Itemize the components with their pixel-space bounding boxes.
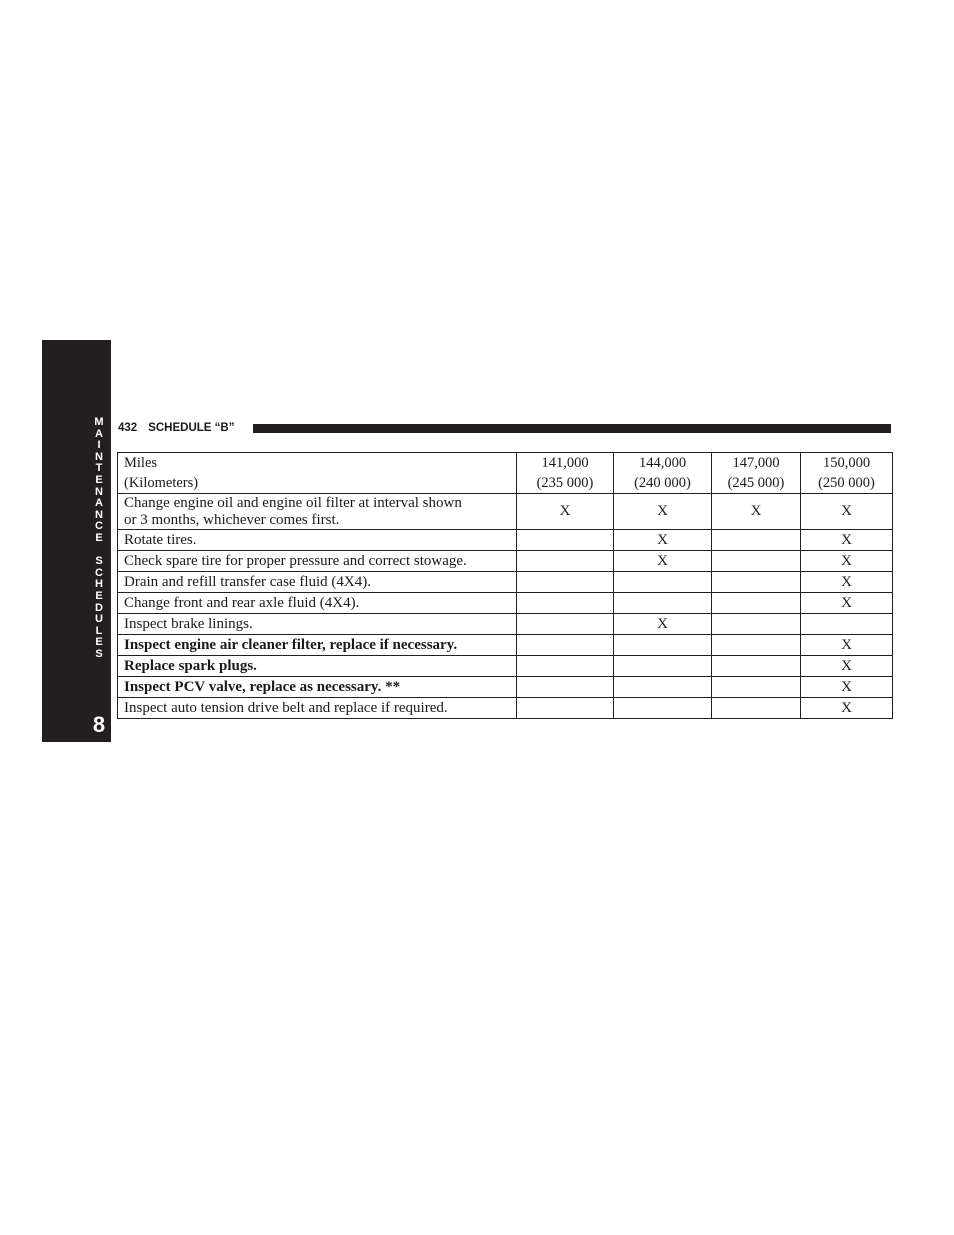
task-text: Replace spark plugs. <box>124 657 257 674</box>
side-tab-letter: H <box>95 578 103 591</box>
task-cell <box>118 698 517 719</box>
schedule-mark-cell <box>614 635 712 656</box>
task-text: Change front and rear axle fluid (4X4). <box>124 594 360 611</box>
page-title: SCHEDULE “B” <box>148 422 235 434</box>
task-text: Inspect auto tension drive belt and replace if required. <box>124 699 448 716</box>
side-tab-letter: S <box>95 647 103 660</box>
maintenance-schedule-table <box>117 452 893 719</box>
interval-miles: 147,000 <box>732 455 780 471</box>
side-tab-letter: E <box>95 473 103 486</box>
schedule-mark-cell <box>712 530 801 551</box>
schedule-mark-cell: X <box>801 677 893 698</box>
interval-miles: 150,000 <box>822 455 871 471</box>
task-text: Inspect engine air cleaner filter, replace if necessary. <box>124 636 458 653</box>
table-row <box>118 677 893 698</box>
task-cell <box>118 635 517 656</box>
interval-km: (235 000) <box>536 475 594 491</box>
header-label-cell <box>118 453 517 494</box>
header-interval-cell <box>614 453 712 494</box>
task-text-continued: or 3 months, whichever comes first. <box>124 511 340 528</box>
schedule-mark-cell <box>614 656 712 677</box>
side-tab-letter: E <box>95 531 103 544</box>
schedule-mark-cell <box>517 656 614 677</box>
task-cell <box>118 677 517 698</box>
side-tab-letter: N <box>95 450 103 463</box>
schedule-mark-cell <box>517 698 614 719</box>
side-tab-letter: U <box>95 613 103 626</box>
table-row <box>118 656 893 677</box>
interval-miles: 144,000 <box>638 455 687 471</box>
interval-km: (245 000) <box>727 475 785 491</box>
side-tab-letter: E <box>95 589 103 602</box>
table-row <box>118 551 893 572</box>
header-interval-cell <box>517 453 614 494</box>
schedule-mark-cell <box>712 593 801 614</box>
side-tab-letter: A <box>95 427 103 440</box>
schedule-mark-cell: X <box>614 530 712 551</box>
task-cell <box>118 656 517 677</box>
schedule-mark-cell <box>712 677 801 698</box>
schedule-mark-cell <box>614 593 712 614</box>
schedule-mark-cell: X <box>801 530 893 551</box>
side-tab-letter: I <box>97 439 101 452</box>
schedule-mark-cell <box>517 572 614 593</box>
schedule-mark-cell: X <box>712 494 801 530</box>
schedule-mark-cell <box>517 530 614 551</box>
schedule-mark-cell: X <box>614 494 712 530</box>
table-row <box>118 614 893 635</box>
side-tab-letter: L <box>95 624 103 637</box>
schedule-mark-cell <box>517 677 614 698</box>
schedule-mark-cell <box>712 698 801 719</box>
schedule-mark-cell: X <box>614 614 712 635</box>
interval-km: (240 000) <box>634 475 691 491</box>
schedule-mark-cell <box>712 551 801 572</box>
side-tab-letter: N <box>95 485 103 498</box>
task-cell <box>118 494 517 530</box>
schedule-body <box>118 494 893 719</box>
table-row <box>118 530 893 551</box>
task-cell <box>118 530 517 551</box>
schedule-mark-cell <box>614 677 712 698</box>
schedule-mark-cell: X <box>801 656 893 677</box>
side-tab-letter: S <box>95 555 103 568</box>
schedule-mark-cell: X <box>801 572 893 593</box>
page-header <box>118 420 234 436</box>
schedule-mark-cell: X <box>517 494 614 530</box>
side-tab-letter: T <box>95 462 103 475</box>
side-tab-letter: A <box>95 497 103 510</box>
task-text: Drain and refill transfer case fluid (4X4). <box>124 573 371 590</box>
schedule-mark-cell <box>517 635 614 656</box>
schedule-mark-cell <box>614 698 712 719</box>
schedule-mark-cell <box>712 635 801 656</box>
header-miles-label: Miles <box>124 455 158 471</box>
schedule-mark-cell: X <box>801 593 893 614</box>
schedule-mark-cell: X <box>801 551 893 572</box>
schedule-mark-cell <box>614 572 712 593</box>
schedule-mark-cell <box>712 572 801 593</box>
table-header-row <box>118 453 893 494</box>
table-row <box>118 593 893 614</box>
schedule-mark-cell: X <box>614 551 712 572</box>
side-tab-letter: M <box>94 416 104 428</box>
task-text: Inspect brake linings. <box>124 615 253 632</box>
side-tab-letter: C <box>95 520 103 533</box>
schedule-mark-cell <box>712 656 801 677</box>
interval-miles: 141,000 <box>541 455 589 471</box>
schedule-mark-cell <box>517 551 614 572</box>
schedule-mark-cell <box>712 614 801 635</box>
interval-km: (250 000) <box>818 475 875 491</box>
chapter-number: 8 <box>92 712 106 737</box>
side-tab-letter: E <box>95 636 103 649</box>
header-kilometers-label: (Kilometers) <box>124 475 199 491</box>
table-row <box>118 698 893 719</box>
side-tab-letter: N <box>95 508 103 521</box>
task-text: Check spare tire for proper pressure and correct stowage. <box>124 552 467 569</box>
header-interval-cell <box>801 453 893 494</box>
side-tab-label <box>88 417 110 660</box>
task-cell <box>118 572 517 593</box>
side-tab-letter: D <box>95 601 103 614</box>
schedule-mark-cell <box>517 593 614 614</box>
task-text: Inspect PCV valve, replace as necessary. ** <box>124 678 401 695</box>
task-cell <box>118 593 517 614</box>
schedule-mark-cell: X <box>801 635 893 656</box>
schedule-mark-cell: X <box>801 698 893 719</box>
task-text: Change engine oil and engine oil filter at interval shown <box>124 494 462 511</box>
side-tab-letter: C <box>95 566 103 579</box>
task-cell <box>118 551 517 572</box>
schedule-mark-cell: X <box>801 494 893 530</box>
header-interval-cell <box>712 453 801 494</box>
task-text: Rotate tires. <box>124 531 197 548</box>
page-number: 432 <box>118 422 138 434</box>
table-row <box>118 572 893 593</box>
table-row <box>118 635 893 656</box>
schedule-mark-cell <box>801 614 893 635</box>
schedule-mark-cell <box>517 614 614 635</box>
header-rule <box>253 424 891 433</box>
task-cell <box>118 614 517 635</box>
table-row <box>118 494 893 530</box>
